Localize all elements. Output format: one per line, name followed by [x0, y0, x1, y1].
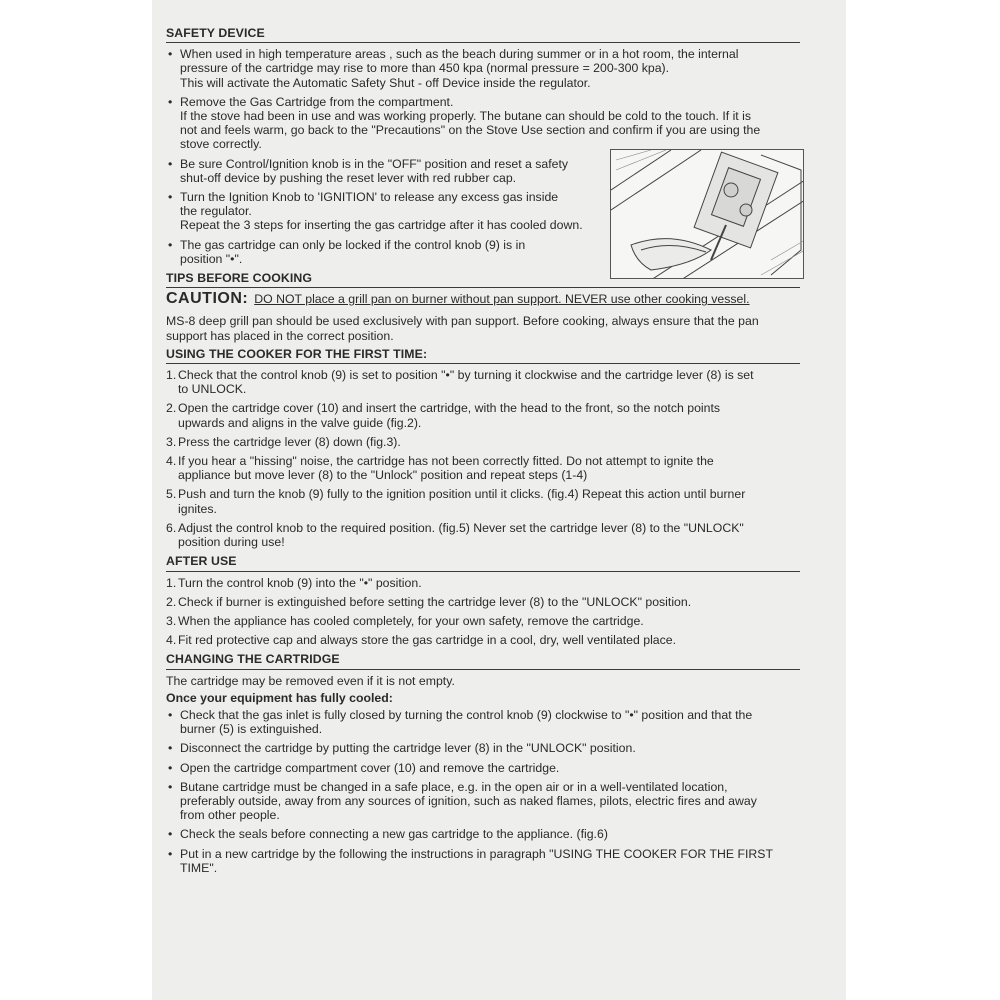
step-text: Turn the control knob (9) into the "•" position.	[178, 575, 422, 590]
list-item: • Turn the Ignition Knob to 'IGNITION' to release any excess gas inside the regulator. Repeat the 3 steps for inserting the gas cartridge after it has cooled down.	[166, 190, 800, 233]
numbered-list	[166, 576, 800, 648]
reset-lever-illustration	[610, 149, 804, 279]
list-item: • When used in high temperature areas , such as the beach during summer or in a hot room, the internal pressure of the cartridge may rise to more than 450 kpa (normal pressure = 200-300 kpa). This will activate the Automatic Safety Shut - off Device inside the regulator.	[166, 47, 800, 90]
step-number: 4.	[166, 454, 177, 469]
step-number: 3.	[166, 613, 177, 628]
step-number: 2.	[166, 594, 177, 609]
step-number: 1.	[166, 368, 177, 383]
changing-cartridge-section	[166, 652, 800, 875]
list-item: • Be sure Control/Ignition knob is in the "OFF" position and reset a safety shut-off device by pushing the reset lever with red rubber cap.	[166, 157, 800, 185]
step-number: 2.	[166, 401, 177, 416]
list-item	[166, 521, 800, 549]
list-item	[166, 595, 800, 609]
first-time-section	[166, 347, 800, 549]
section-title: TIPS BEFORE COOKING	[166, 271, 800, 288]
section-title: AFTER USE	[166, 554, 800, 571]
after-use-section	[166, 554, 800, 647]
step-number: 3.	[166, 434, 177, 449]
list-item	[166, 368, 800, 396]
list-item	[166, 454, 800, 482]
list-item	[166, 487, 800, 515]
list-item	[166, 614, 800, 628]
caution-text: DO NOT place a grill pan on burner without pan support. NEVER use other cooking vessel.	[254, 292, 750, 307]
step-text: If you hear a "hissing" noise, the cartridge has not been correctly fitted. Do not attempt to ignite the appliance but move lever (8) to the "Unlock" position and repeat steps (1-4)	[178, 454, 714, 483]
step-text: Open the cartridge cover (10) and insert the cartridge, with the head to the front, so the notch points upwards and aligns in the valve guide (fig.2).	[178, 401, 721, 430]
list-item	[166, 401, 800, 429]
step-text: Push and turn the knob (9) fully to the ignition position until it clicks. (fig.4) Repeat this action until burner ignites.	[178, 487, 746, 516]
step-number: 4.	[166, 633, 177, 648]
section-title: SAFETY DEVICE	[166, 26, 800, 43]
list-item: • Check the seals before connecting a new gas cartridge to the appliance. (fig.6)	[166, 827, 800, 841]
list-item: • Disconnect the cartridge by putting the cartridge lever (8) in the "UNLOCK" position.	[166, 741, 800, 755]
step-number: 5.	[166, 487, 177, 502]
step-number: 1.	[166, 575, 177, 590]
list-item: • Check that the gas inlet is fully closed by turning the control knob (9) clockwise to "•" position and that the burner (5) is extinguished.	[166, 708, 800, 736]
list-item: • Put in a new cartridge by the following the instructions in paragraph "USING THE COOKER FOR THE FIRST TIME".	[166, 847, 800, 875]
step-text: Check if burner is extinguished before setting the cartridge lever (8) to the "UNLOCK" position.	[178, 594, 692, 609]
section-title: USING THE COOKER FOR THE FIRST TIME:	[166, 347, 800, 364]
safety-device-section	[166, 26, 800, 266]
list-item: • The gas cartridge can only be locked if the control knob (9) is in position "•".	[166, 238, 800, 266]
numbered-list	[166, 368, 800, 549]
regulator-diagram-icon	[611, 150, 804, 279]
bullet-list	[166, 708, 800, 875]
step-text: Fit red protective cap and always store the gas cartridge in a cool, dry, well ventilated place.	[178, 633, 677, 648]
step-text: Check that the control knob (9) is set to position "•" by turning it clockwise and the cartridge lever (8) is set to UNLOCK.	[178, 368, 754, 397]
section-title: CHANGING THE CARTRIDGE	[166, 652, 800, 669]
paragraph: MS-8 deep grill pan should be used exclusively with pan support. Before cooking, always ensure that the pan support has placed in the correct position.	[166, 314, 759, 343]
list-item: • Butane cartridge must be changed in a safe place, e.g. in the open air or in a well-ventilated location, preferably outside, away from any sources of ignition, such as naked flames, pilots, electric fires and away from other people.	[166, 780, 800, 823]
list-item	[166, 576, 800, 590]
step-text: Press the cartridge lever (8) down (fig.3).	[178, 434, 401, 449]
list-item	[166, 633, 800, 647]
intro-text: The cartridge may be removed even if it is not empty.	[166, 673, 455, 688]
caution-line	[166, 292, 800, 306]
subheading: Once your equipment has fully cooled:	[166, 690, 393, 705]
list-item: • Open the cartridge compartment cover (10) and remove the cartridge.	[166, 761, 800, 775]
step-number: 6.	[166, 520, 177, 535]
step-text: When the appliance has cooled completely, for your own safety, remove the cartridge.	[178, 613, 644, 628]
list-item: • Remove the Gas Cartridge from the compartment. If the stove had been in use and was working properly. The butane can should be cold to the touch. If it is not and feels warm, go back to the "Precautions" on the Stove Use section and confirm if you are using the stove correctly.	[166, 95, 800, 152]
list-item	[166, 435, 800, 449]
step-text: Adjust the control knob to the required position. (fig.5) Never set the cartridge lever (8) to the "UNLOCK" position during use!	[178, 520, 744, 550]
manual-page	[152, 0, 846, 1000]
caution-label: CAUTION:	[166, 290, 249, 308]
tips-before-cooking-section	[166, 271, 800, 343]
